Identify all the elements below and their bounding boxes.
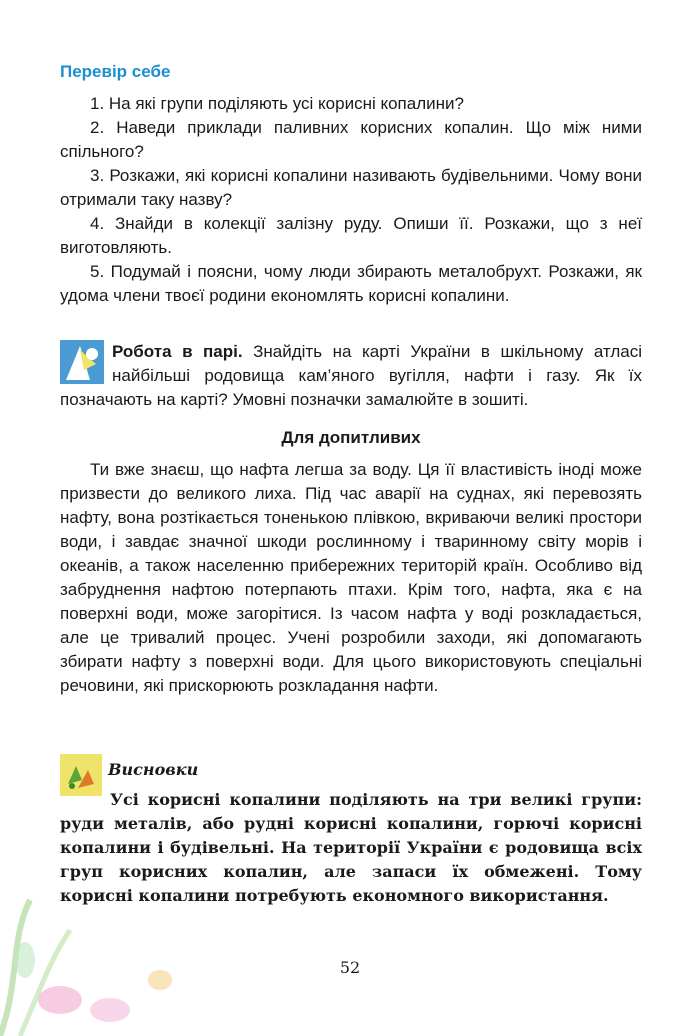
pair-work-block	[60, 340, 642, 412]
questions-list	[60, 92, 642, 308]
page-number: 52	[339, 958, 361, 977]
conclusions-text: Усі корисні копалини поділяють на три великі групи: руди металів, або рудні корисні копалини, горючі корисні копалини і будівельні. На території України є родовища всіх груп корисних копалин, але запаси їх обмежені. Тому корисні копалини потребують економного використання.	[60, 790, 642, 905]
pair-work-icon	[60, 340, 104, 384]
conclusions-title: Висновки	[108, 760, 199, 779]
question-item: 2. Наведи приклади паливних корисних копалин. Що між ними спільного?	[60, 118, 642, 161]
section-title-curious: Для допитливих	[281, 428, 421, 447]
pair-work-text: Знайдіть на карті України в шкільному атласі найбільші родовища кам’яного вугілля, нафти і газу. Як їх позначають на карті? Умовні позначки замалюйте в зошиті.	[60, 342, 642, 409]
flowers-decoration	[0, 860, 200, 1036]
curious-text: Ти вже знаєш, що нафта легша за воду. Ця її властивість іноді може призвести до великого лиха. Під час аварії на суднах, які перевозять нафту, вона розтікається тоненькою плівкою, вкриваючи великі простори води, і завдає значної шкоди рослинному і тваринному світу морів і океанів, а також населенню прибережних територій країн. Особливо від забруднення нафтою потерпають птахи. Крім того, нафта, яка є на поверхні води, може загорітися. Із часом нафта у воді розкладається, але це тривалий процес. Учені розробили заходи, які допомагають збирати нафту з поверхні води. Для цього використовують спеціальні речовини, які прискорюють розкладання нафти.	[60, 460, 642, 695]
question-item: 3. Розкажи, які корисні копалини називають будівельними. Чому вони отримали таку назву?	[60, 166, 642, 209]
question-item: 5. Подумай і поясни, чому люди збирають металобрухт. Розкажи, як удома члени твоєї родини економлять корисні копалини.	[60, 262, 642, 305]
question-item: 1. На які групи поділяють усі корисні копалини?	[90, 94, 464, 113]
curious-paragraph	[60, 458, 642, 698]
question-item: 4. Знайди в колекції залізну руду. Опиши її. Розкажи, що з неї виготовляють.	[60, 214, 642, 257]
section-title-check-yourself: Перевір себе	[60, 62, 171, 81]
pair-work-label: Робота в парі.	[112, 342, 243, 361]
